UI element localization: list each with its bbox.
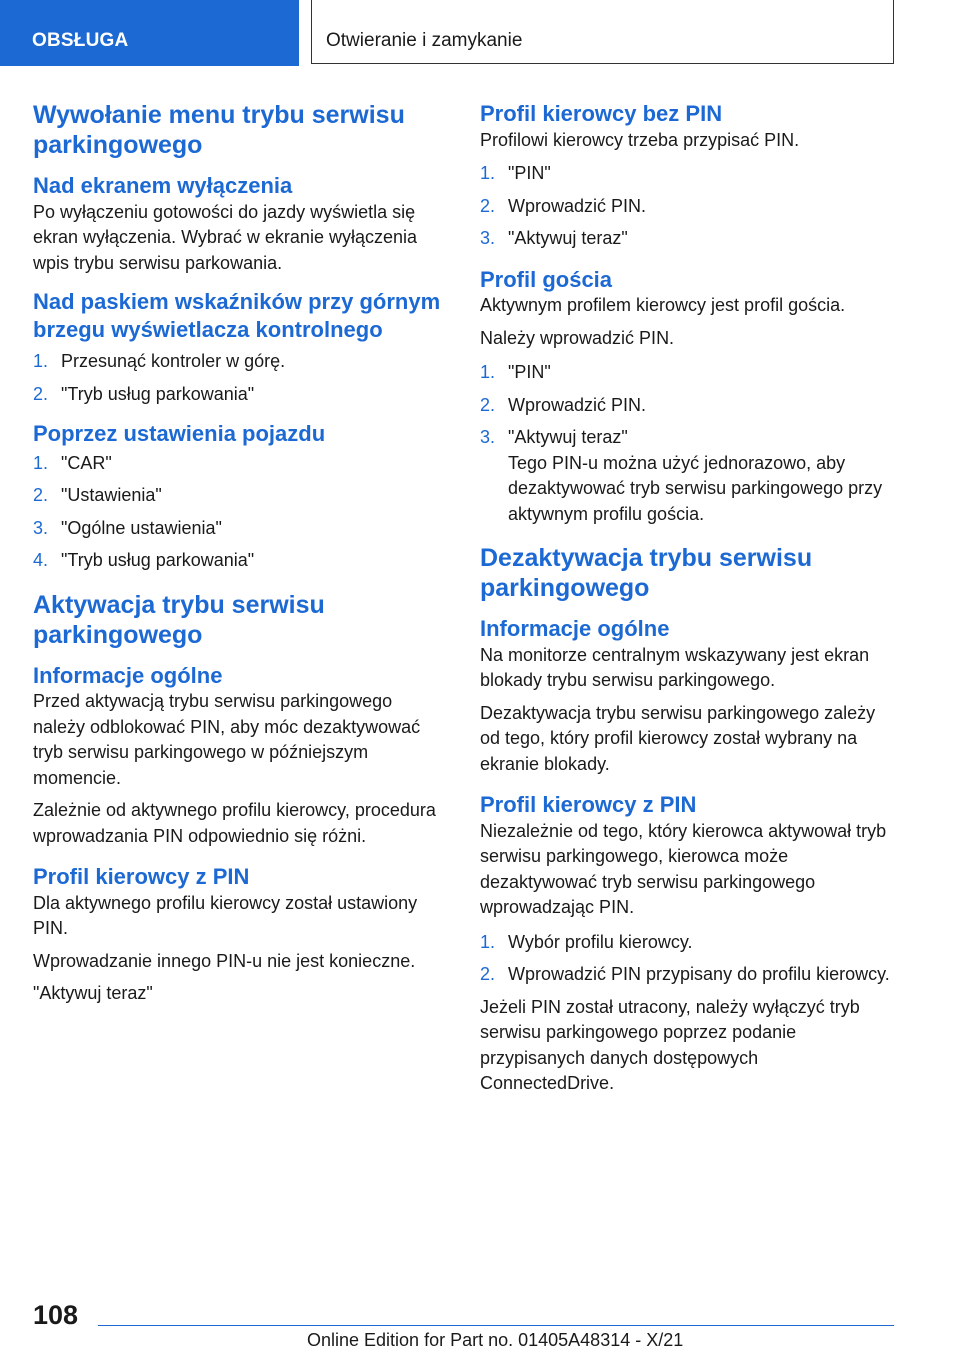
step-number: 2. [480,195,496,216]
step-text: "Ogólne ustawienia" [61,517,222,538]
list-item [480,962,895,988]
guest-steps-list [480,360,895,451]
step-text: Wprowadzić PIN. [508,195,647,216]
step-text: Wprowadzić PIN przypisany do profilu kierowcy. [508,964,890,984]
list-item [33,382,443,408]
page-number: 108 [33,1300,79,1330]
section-tab [0,0,299,66]
list-item [33,548,443,574]
right-column [480,100,895,1097]
step-number: 1. [480,931,496,952]
indicator-steps-list [33,349,443,407]
paragraph-profile-pin-2: Wprowadzanie innego PIN-u nie jest konieczne. [33,950,416,971]
step-number: 3. [480,228,496,248]
heading-guest-profile: Profil gościa [480,266,613,292]
step-number: 2. [33,383,49,404]
paragraph-activate-now: "Aktywuj teraz" [33,983,153,1003]
step-text: "Tryb usług parkowania" [61,383,255,404]
left-column [33,100,443,1007]
guest-note: Tego PIN-u można użyć jednorazowo, aby dezaktywować tryb serwisu parkingowego przy aktywnym profilu gościa. [508,452,883,524]
heading-deactivation: Dezaktywacja trybu serwisu parkingowego [480,544,813,602]
list-item [33,349,443,375]
step-text: "Aktywuj teraz" [508,228,628,248]
heading-indicator-bar: Nad paskiem wskaźników przy górnym brzegu wyświetlacza kontrolnego [33,289,441,342]
step-text: Przesunąć kontroler w górę. [61,351,286,371]
paragraph-general-2: Zależnie od aktywnego profilu kierowcy, procedura wprowadzania PIN odpowiednio się różni. [33,800,436,846]
list-item [480,930,895,956]
heading-profile-no-pin: Profil kierowcy bez PIN [480,101,723,126]
list-item [33,483,443,509]
heading-call-menu: Wywołanie menu trybu serwisu parkingowego [33,101,405,159]
chapter-title: Otwieranie i zamykanie [326,30,523,51]
step-text: Wybór profilu kierowcy. [508,931,693,952]
no-pin-steps-list [480,161,895,252]
step-text: Wprowadzić PIN. [508,394,647,415]
heading-general-info: Informacje ogólne [480,616,670,641]
vehicle-steps-list [33,451,443,574]
list-item [480,425,895,451]
paragraph-profile-pin-1: Dla aktywnego profilu kierowcy został ustawiony PIN. [33,892,418,938]
step-number: 2. [480,394,496,415]
list-item [480,393,895,419]
paragraph-general-1: Na monitorze centralnym wskazywany jest ekran blokady trybu serwisu parkingowego. [480,644,870,690]
list-item [480,161,895,187]
heading-off-screen: Nad ekranem wyłączenia [33,173,293,198]
heading-activation: Aktywacja trybu serwisu parkingowego [33,590,325,649]
step-number: 2. [33,485,49,505]
step-text: "CAR" [61,452,112,473]
paragraph-profile-pin: Niezależnie od tego, który kierowca aktywował tryb serwisu parkingowego, kierowca może dezaktywować tryb serwisu parkingowego wprowadzając PIN. [480,820,887,917]
footer-divider [98,1325,894,1326]
deactivate-steps-list [480,930,895,988]
list-item [480,226,895,252]
section-title: OBSŁUGA [32,30,129,51]
heading-general-info: Informacje ogólne [33,662,223,688]
footer-edition: Online Edition for Part no. 01405A48314 - X/21 [307,1330,684,1350]
paragraph-guest-2: Należy wprowadzić PIN. [480,327,675,348]
step-number: 1. [33,452,49,473]
heading-vehicle-settings: Poprzez ustawienia pojazdu [33,421,326,446]
heading-driver-profile-pin: Profil kierowcy z PIN [480,792,697,817]
paragraph-lost-pin: Jeżeli PIN został utracony, należy wyłączyć tryb serwisu parkingowego poprzez podanie przypisanych danych dostępowych ConnectedDrive. [480,996,860,1093]
chapter-header [311,0,894,64]
step-number: 4. [33,550,49,570]
list-item [480,194,895,220]
step-text: "Ustawienia" [61,485,162,505]
list-item [33,516,443,542]
step-text: "Tryb usług parkowania" [61,550,255,570]
step-number: 2. [480,964,496,984]
list-item [33,451,443,477]
step-text: "PIN" [508,362,551,382]
step-text: "Aktywuj teraz" [508,427,628,447]
list-item [480,360,895,386]
step-number: 3. [480,427,496,447]
paragraph-no-pin: Profilowi kierowcy trzeba przypisać PIN. [480,129,800,150]
paragraph-general-1: Przed aktywacją trybu serwisu parkingowego należy odblokować PIN, aby móc dezaktywować tryb serwisu parkingowego w późniejszym momencie. [33,691,421,788]
step-number: 1. [480,163,496,183]
step-text: "PIN" [508,163,551,183]
step-number: 1. [480,362,496,382]
step-number: 3. [33,517,49,538]
step-number: 1. [33,351,49,371]
heading-driver-profile-pin: Profil kierowcy z PIN [33,864,250,889]
paragraph-off-screen: Po wyłączeniu gotowości do jazdy wyświetla się ekran wyłączenia. Wybrać w ekranie wyłączenia wpis trybu serwisu parkowania. [33,201,417,273]
paragraph-general-2: Dezaktywacja trybu serwisu parkingowego zależy od tego, który profil kierowcy został wybrany na ekranie blokady. [480,702,876,774]
paragraph-guest-1: Aktywnym profilem kierowcy jest profil gościa. [480,295,846,315]
